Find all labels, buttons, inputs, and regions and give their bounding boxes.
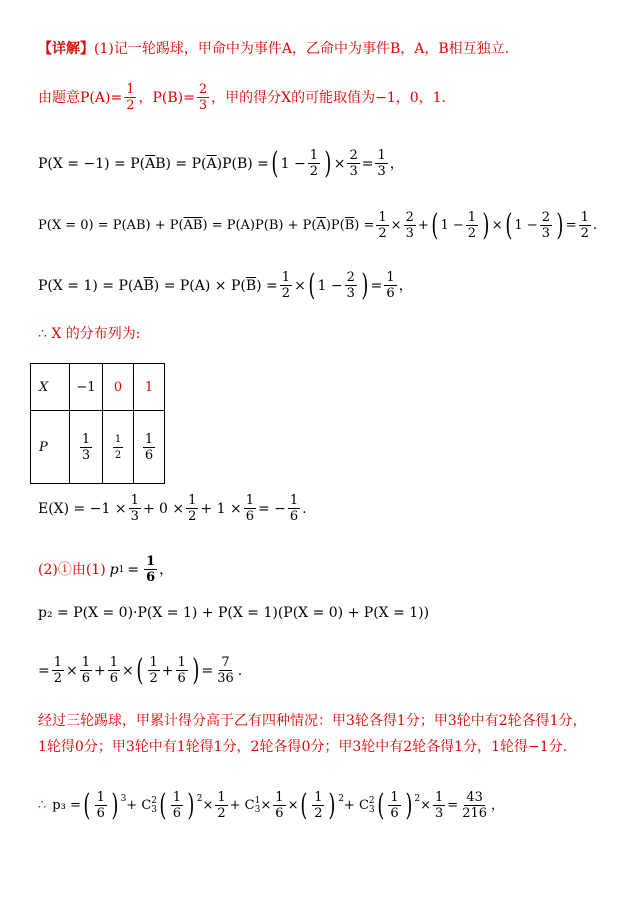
frac-pb: $\frac{2}{3}$	[198, 82, 208, 113]
table-row-p	[31, 411, 165, 484]
given-text-c: ，甲的得分X的可能取值为−1，0，1.	[211, 89, 446, 106]
table-x-val-0: −1	[70, 364, 103, 411]
cases-paragraph-line-2: 1轮得0分；甲3轮中有1轮得1分，2轮各得0分；甲3轮中有2轮各得1分，1轮得−1分.	[38, 739, 568, 755]
frac-pa: $\frac{1}{2}$	[126, 82, 135, 113]
table-p-val-2: $\frac{1}{6}$	[134, 411, 165, 484]
equation-x-minus-1: P(X = −1) = P( $\overline{A}$ B) = P( $\overline{A}$ )P(B) = ( 1 − $\frac{1}{2}$ ) × $\frac{2}{3}$ = $\frac{1}{3}$ ，	[38, 145, 404, 181]
intro-text: (1)记一轮踢球，甲命中为事件A，乙命中为事件B，A，B相互独立.	[94, 41, 510, 57]
intro-line	[38, 40, 509, 58]
table-p-val-0: $\frac{1}{3}$	[70, 411, 103, 484]
equation-x-0: P(X = 0) = P(AB) + P( $\overline{AB}$ ) = P(A)P(B) + P( $\overline{A}$ )P( $\overline{B}$ ) = $\frac{1}{2}$ × $\frac{2}{3}$ + ( 1 − $\frac{1}{2}$ ) × ( 1 − $\frac{2}{3}$ ) = $\frac{1}{2}$ .	[38, 207, 598, 243]
table-x-val-2: 1	[134, 364, 165, 411]
table-x-label: X	[31, 364, 70, 411]
table-row-x	[31, 364, 165, 411]
distribution-table	[30, 363, 165, 484]
p3-line: ∴ p₃ = ( $\frac{1}{6}$ ) $^3$ + C 2 3 ( $\frac{1}{6}$ ) $^2$ × $\frac{1}{2}$ + C 1 3 × $\frac{1}{6}$ × ( $\frac{1}{2}$ ) $^2$ + C 2 3 ( $\frac{1}{6}$ ) $^2$ × $\frac{1}{3}$ = $\frac{43}{216}$ ，	[38, 787, 505, 823]
distribution-title: ∴ X 的分布列为:	[38, 326, 141, 342]
cases-paragraph-line-1: 经过三轮踢球，甲累计得分高于乙有四种情况：甲3轮各得1分；甲3轮中有2轮各得1分，	[38, 713, 587, 729]
p2-line: p₂ = P(X = 0)·P(X = 1) + P(X = 1)(P(X = 0) + P(X = 1))	[38, 605, 430, 621]
therefore-symbol: ∴	[38, 797, 47, 813]
given-text-a: 由题意P(A)=	[38, 89, 123, 106]
detail-tag: 【详解】	[38, 41, 94, 57]
part2-line: (2)①由(1) p 1 = $\frac{1}{6}$ ，	[38, 554, 174, 585]
table-x-val-1: 0	[103, 364, 134, 411]
p2-result-line: = $\frac{1}{2}$ × $\frac{1}{6}$ + $\frac{1}{6}$ × ( $\frac{1}{2}$ + $\frac{1}{6}$ ) = $\frac{7}{36}$ .	[38, 652, 243, 688]
given-probabilities	[38, 82, 446, 113]
table-p-val-1: $\frac{1}{2}$	[103, 411, 134, 484]
expectation-line: E(X) = −1 × $\frac{1}{3}$ + 0 × $\frac{1}{2}$ + 1 × $\frac{1}{6}$ = − $\frac{1}{6}$ .	[38, 493, 307, 524]
equation-x-1: P(X = 1) = P(A $\overline{B}$ ) = P(A) × P( $\overline{B}$ ) = $\frac{1}{2}$ × ( 1 − $\frac{2}{3}$ ) = $\frac{1}{6}$ ，	[38, 267, 413, 303]
given-text-b: ，P(B)=	[138, 89, 195, 106]
table-p-label: P	[31, 411, 70, 484]
